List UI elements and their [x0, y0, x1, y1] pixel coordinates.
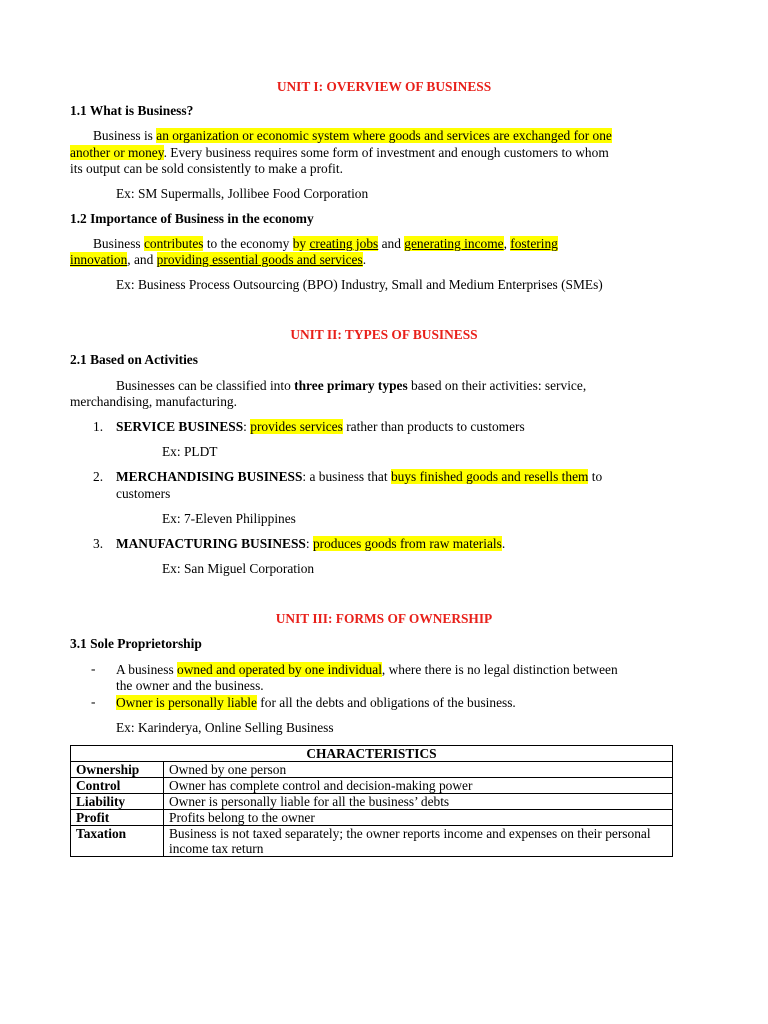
section-2-1-paragraph-line-1	[116, 378, 586, 394]
text: . Every business requires some form of investment and enough customers to whom	[163, 145, 609, 160]
highlight-by: by	[292, 236, 310, 251]
text: rather than products to customers	[342, 419, 525, 434]
table-row	[71, 810, 673, 826]
list-item-merchandising-example: Ex: 7-Eleven Philippines	[162, 511, 296, 526]
bullet-2	[116, 695, 516, 711]
table-key: Liability	[71, 794, 164, 810]
item-label: MERCHANDISING BUSINESS	[116, 469, 303, 484]
table-key: Control	[71, 778, 164, 794]
highlight-personally-liable: Owner is personally liable	[116, 695, 257, 710]
highlight-provides-services: provides services	[250, 419, 343, 434]
section-3-1-example: Ex: Karinderya, Online Selling Business	[116, 720, 334, 735]
section-1-2-paragraph-line-1	[93, 236, 558, 252]
bullet-1-line-1	[116, 662, 618, 678]
text: for all the debts and obligations of the business.	[256, 695, 516, 710]
highlight-definition-cont: another or money	[70, 145, 164, 160]
table-value: Business is not taxed separately; the owner reports income and expenses on their personal income tax return	[164, 826, 673, 857]
unit-1-title: UNIT I: OVERVIEW OF BUSINESS	[276, 79, 492, 94]
section-1-2-heading: 1.2 Importance of Business in the economy	[70, 211, 314, 226]
table-value: Profits belong to the owner	[164, 810, 673, 826]
table-key: Ownership	[71, 762, 164, 778]
item-label: SERVICE BUSINESS	[116, 419, 244, 434]
section-3-1-heading: 3.1 Sole Proprietorship	[70, 636, 202, 651]
table-row	[71, 794, 673, 810]
list-item-service	[116, 419, 525, 435]
list-item-merchandising	[116, 469, 602, 485]
highlight-owned-operated: owned and operated by one individual	[177, 662, 382, 677]
list-item-merchandising-cont: customers	[116, 486, 171, 501]
unit-2-title: UNIT II: TYPES OF BUSINESS	[290, 327, 478, 342]
table-value: Owned by one person	[164, 762, 673, 778]
highlight-buys-resells: buys finished goods and resells them	[390, 469, 589, 484]
text: to the economy	[203, 236, 293, 251]
bold-three-primary-types: three primary types	[294, 378, 408, 393]
text: based on their activities: service,	[407, 378, 587, 393]
characteristics-table	[70, 745, 673, 857]
section-1-2-example: Ex: Business Process Outsourcing (BPO) Industry, Small and Medium Enterprises (SMEs)	[116, 277, 603, 292]
section-1-1-heading: 1.1 What is Business?	[70, 103, 194, 118]
bullet-dash: -	[91, 694, 96, 709]
section-1-1-paragraph-line-3: its output can be sold consistently to make a profit.	[70, 161, 343, 176]
bullet-1-line-2: the owner and the business.	[116, 678, 264, 693]
section-1-2-paragraph-line-2	[70, 252, 366, 268]
table-key: Taxation	[71, 826, 164, 857]
list-item-manufacturing	[116, 536, 505, 552]
section-1-1-paragraph-line-2	[70, 145, 609, 161]
table-key: Profit	[71, 810, 164, 826]
text: , where there is no legal distinction between	[381, 662, 618, 677]
text: and	[378, 236, 405, 251]
list-item-service-example: Ex: PLDT	[162, 444, 218, 459]
highlight-contributes: contributes	[143, 236, 204, 251]
text: :	[243, 419, 251, 434]
table-header-row	[71, 746, 673, 762]
section-2-1-heading: 2.1 Based on Activities	[70, 352, 198, 367]
section-2-1-paragraph-line-2: merchandising, manufacturing.	[70, 394, 237, 409]
text: .	[501, 536, 506, 551]
text: ,	[503, 236, 511, 251]
table-header: CHARACTERISTICS	[71, 746, 673, 762]
text: Businesses can be classified into	[116, 378, 295, 393]
text: .	[362, 252, 367, 267]
list-item-number: 2.	[93, 469, 104, 484]
text: Business	[93, 236, 144, 251]
table-value: Owner is personally liable for all the business’ debts	[164, 794, 673, 810]
highlight-definition: an organization or economic system where goods and services are exchanged for one	[156, 128, 612, 143]
text: : a business that	[302, 469, 391, 484]
bullet-dash: -	[91, 661, 96, 676]
highlight-innovation: innovation	[70, 252, 128, 267]
table-value: Owner has complete control and decision-making power	[164, 778, 673, 794]
section-1-1-example: Ex: SM Supermalls, Jollibee Food Corporation	[116, 186, 369, 201]
table-row	[71, 778, 673, 794]
table-row	[71, 762, 673, 778]
highlight-creating-jobs: creating jobs	[309, 236, 379, 251]
text: :	[305, 536, 313, 551]
table-row	[71, 826, 673, 857]
highlight-generating-income: generating income	[404, 236, 504, 251]
list-item-number: 3.	[93, 536, 104, 551]
text: to	[588, 469, 603, 484]
unit-3-title: UNIT III: FORMS OF OWNERSHIP	[275, 611, 493, 626]
list-item-manufacturing-example: Ex: San Miguel Corporation	[162, 561, 315, 576]
highlight-produces-goods: produces goods from raw materials	[312, 536, 502, 551]
text: , and	[127, 252, 157, 267]
highlight-fostering: fostering	[510, 236, 558, 251]
text: Business is	[93, 128, 157, 143]
section-1-1-paragraph-line-1	[93, 128, 612, 144]
item-label: MANUFACTURING BUSINESS	[116, 536, 306, 551]
text: A business	[116, 662, 178, 677]
highlight-providing-goods: providing essential goods and services	[156, 252, 363, 267]
list-item-number: 1.	[93, 419, 104, 434]
